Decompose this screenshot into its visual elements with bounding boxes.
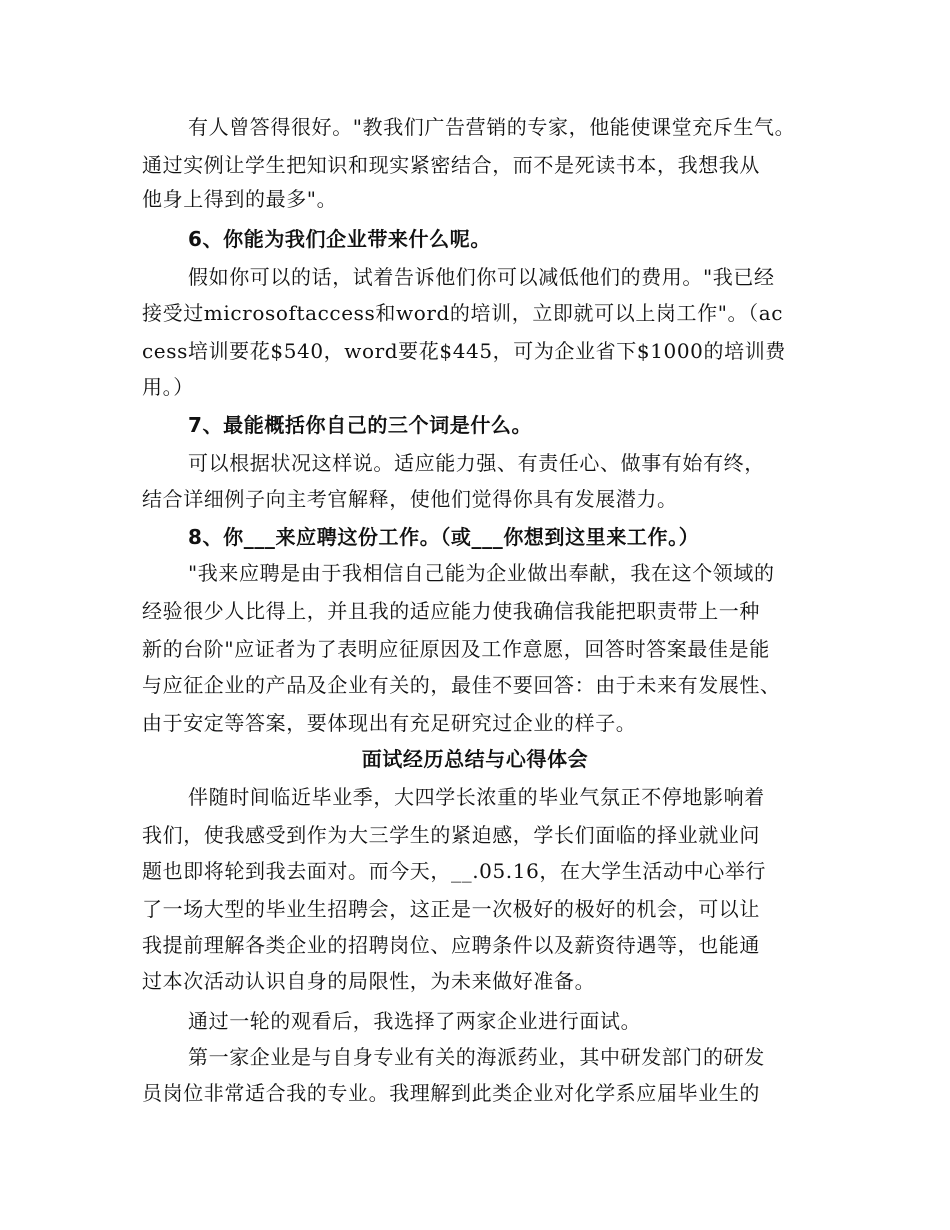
paragraph-line: 我们，使我感受到作为大三学生的紧迫感，学长们面临的择业就业问 — [142, 823, 760, 847]
paragraph-line: 他身上得到的最多"。 — [142, 187, 338, 211]
question-heading: 7、最能概括你自己的三个词是什么。 — [188, 413, 533, 437]
paragraph-line: 员岗位非常适合我的专业。我理解到此类企业对化学系应届毕业生的 — [142, 1081, 760, 1105]
question-heading: 6、你能为我们企业带来什么呢。 — [188, 227, 491, 251]
paragraph-line: 伴随时间临近毕业季，大四学长浓重的毕业气氛正不停地影响着 — [188, 785, 765, 809]
paragraph-line: 经验很少人比得上，并且我的适应能力使我确信我能把职责带上一种 — [142, 599, 760, 623]
paragraph-line: 假如你可以的话，试着告诉他们你可以减低他们的费用。"我已经 — [188, 265, 775, 289]
paragraph-line: 与应征企业的产品及企业有关的，最佳不要回答：由于未来有发展性、 — [142, 673, 781, 697]
paragraph-line: 结合详细例子向主考官解释，使他们觉得你具有发展潜力。 — [142, 487, 678, 511]
paragraph-line: 通过一轮的观看后，我选择了两家企业进行面试。 — [188, 1009, 642, 1033]
paragraph-line: 第一家企业是与自身专业有关的海派药业，其中研发部门的研发 — [188, 1045, 765, 1069]
paragraph-line: 通过实例让学生把知识和现实紧密结合，而不是死读书本，我想我从 — [142, 153, 760, 177]
paragraph-line: 了一场大型的毕业生招聘会，这正是一次极好的极好的机会，可以让 — [142, 897, 760, 921]
paragraph-line: 由于安定等答案，要体现出有充足研究过企业的样子。 — [142, 711, 637, 735]
paragraph-line: 我提前理解各类企业的招聘岗位、应聘条件以及薪资待遇等，也能通 — [142, 933, 760, 957]
paragraph-line: 过本次活动认识自身的局限性，为未来做好准备。 — [142, 969, 596, 993]
paragraph-line: 用。） — [142, 375, 194, 399]
paragraph-line: cess培训要花$540，word要花$445，可为企业省下$1000的培训费 — [142, 339, 786, 363]
paragraph-line: 有人曾答得很好。"教我们广告营销的专家，他能使课堂充斥生气。 — [188, 115, 796, 139]
section-title: 面试经历总结与心得体会 — [361, 747, 589, 771]
paragraph-line: 接受过microsoftaccess和word的培训，立即就可以上岗工作"。（ac — [142, 301, 784, 325]
paragraph-line: 题也即将轮到我去面对。而今天，__.05.16，在大学生活动中心举行 — [142, 859, 767, 883]
paragraph-line: "我来应聘是由于我相信自己能为企业做出奉献，我在这个领域的 — [188, 561, 775, 585]
paragraph-line: 可以根据状况这样说。适应能力强、有责任心、做事有始有终， — [188, 451, 765, 475]
paragraph-line: 新的台阶"应证者为了表明应征原因及工作意愿，回答时答案最佳是能 — [142, 637, 770, 661]
question-heading: 8、你___来应聘这份工作。（或___你想到这里来工作。） — [188, 525, 700, 549]
